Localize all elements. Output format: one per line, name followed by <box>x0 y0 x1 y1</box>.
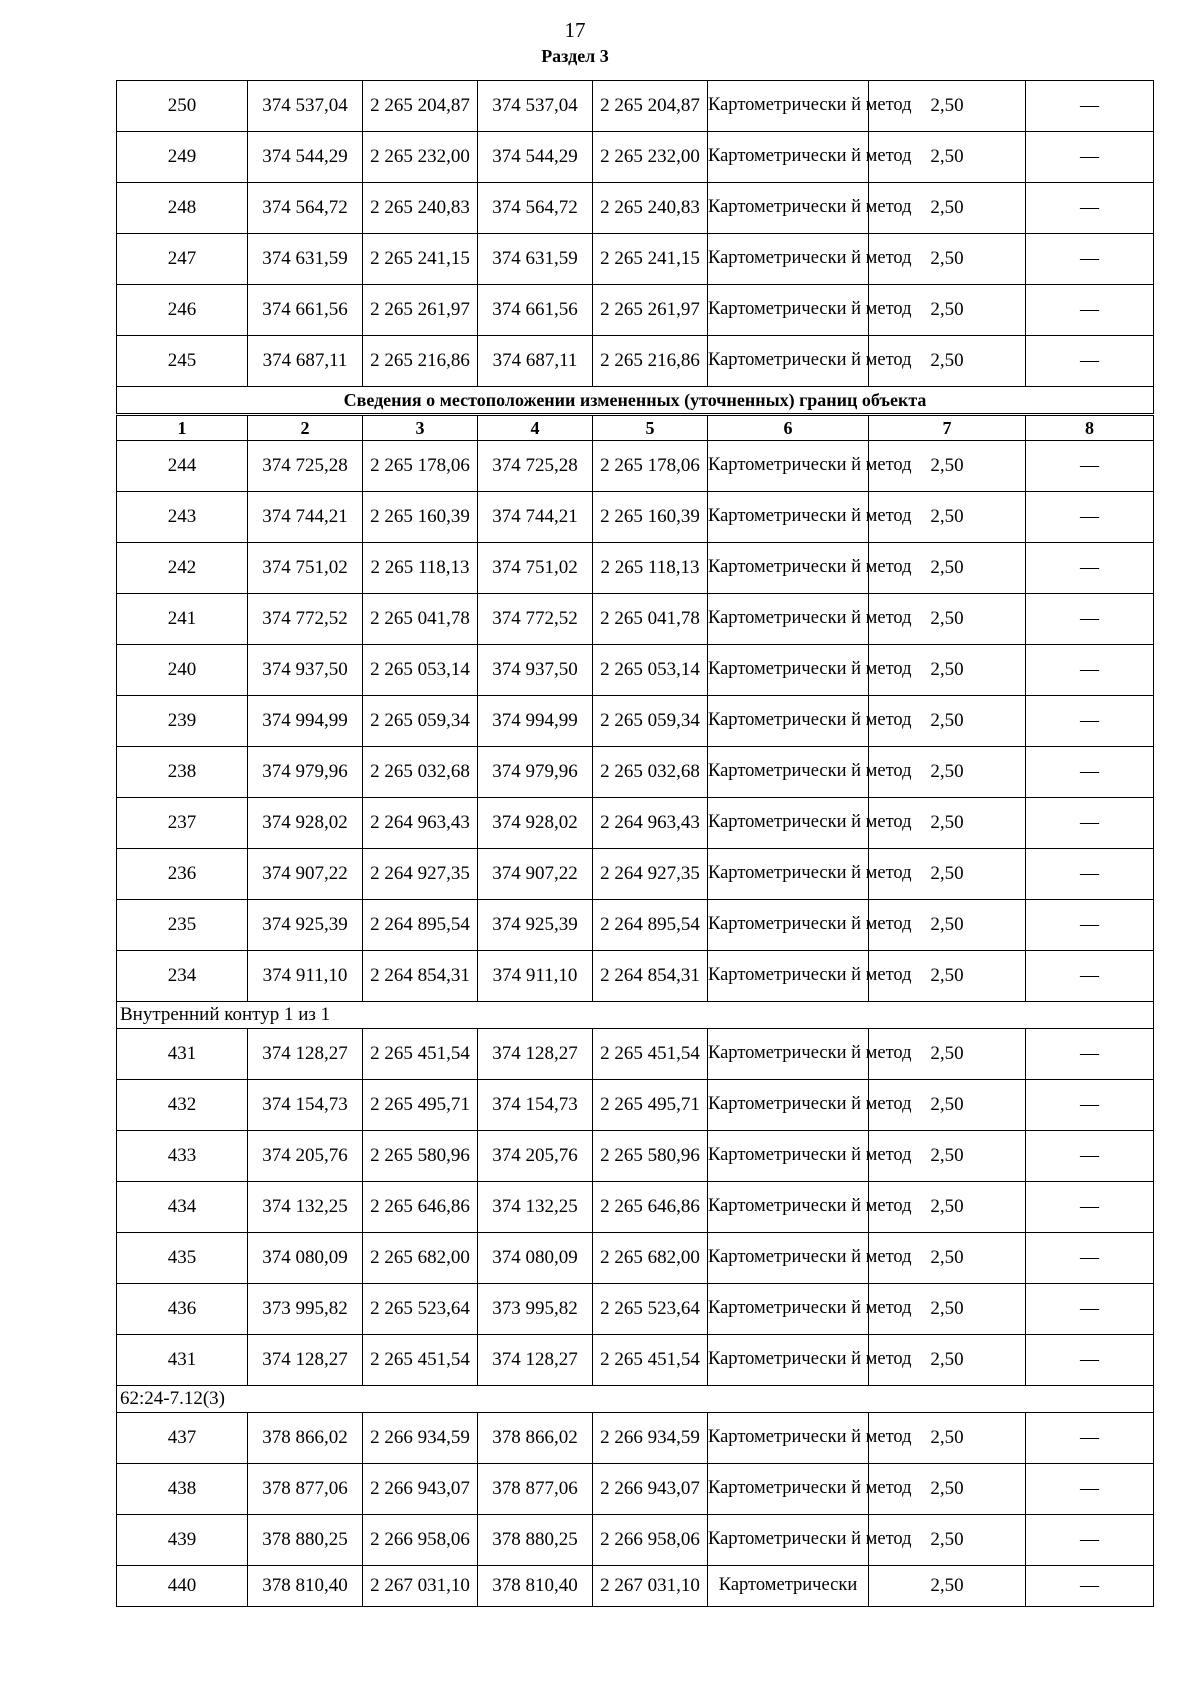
y-existing-cell: 2 266 943,07 <box>363 1464 478 1515</box>
y-existing-cell: 2 265 204,87 <box>363 81 478 132</box>
point-number-cell: 236 <box>117 849 248 900</box>
table-row <box>117 1131 1154 1182</box>
y-refined-cell: 2 265 178,06 <box>593 441 708 492</box>
description-cell: — <box>1026 747 1154 798</box>
y-existing-cell: 2 267 031,10 <box>363 1566 478 1607</box>
y-refined-cell: 2 265 523,64 <box>593 1284 708 1335</box>
point-number-cell: 234 <box>117 951 248 1002</box>
x-existing-cell: 374 128,27 <box>248 1335 363 1386</box>
x-refined-cell: 374 937,50 <box>478 645 593 696</box>
x-existing-cell: 374 772,52 <box>248 594 363 645</box>
y-refined-cell: 2 265 451,54 <box>593 1029 708 1080</box>
point-number-cell: 235 <box>117 900 248 951</box>
description-cell: — <box>1026 492 1154 543</box>
method-cell: Картометрически й метод <box>708 798 869 849</box>
column-number: 6 <box>708 415 869 441</box>
point-number-cell: 434 <box>117 1182 248 1233</box>
accuracy-cell: 2,50 <box>869 1284 1026 1335</box>
x-existing-cell: 373 995,82 <box>248 1284 363 1335</box>
accuracy-cell: 2,50 <box>869 1413 1026 1464</box>
column-number: 3 <box>363 415 478 441</box>
y-existing-cell: 2 264 963,43 <box>363 798 478 849</box>
point-number-cell: 245 <box>117 336 248 387</box>
x-existing-cell: 374 080,09 <box>248 1233 363 1284</box>
x-refined-cell: 374 537,04 <box>478 81 593 132</box>
y-refined-cell: 2 265 204,87 <box>593 81 708 132</box>
x-refined-cell: 373 995,82 <box>478 1284 593 1335</box>
accuracy-cell: 2,50 <box>869 1233 1026 1284</box>
method-cell: Картометрически й метод <box>708 492 869 543</box>
y-refined-cell: 2 265 580,96 <box>593 1131 708 1182</box>
accuracy-cell: 2,50 <box>869 441 1026 492</box>
method-cell: Картометрически й метод <box>708 645 869 696</box>
page-number: 17 <box>564 18 586 42</box>
y-refined-cell: 2 265 216,86 <box>593 336 708 387</box>
y-existing-cell: 2 265 451,54 <box>363 1335 478 1386</box>
table-row <box>117 441 1154 492</box>
method-cell: Картометрически й метод <box>708 441 869 492</box>
x-existing-cell: 374 911,10 <box>248 951 363 1002</box>
x-existing-cell: 374 537,04 <box>248 81 363 132</box>
y-refined-cell: 2 265 059,34 <box>593 696 708 747</box>
column-number: 1 <box>117 415 248 441</box>
table-row <box>117 183 1154 234</box>
y-existing-cell: 2 265 041,78 <box>363 594 478 645</box>
method-cell: Картометрически <box>708 1566 869 1607</box>
description-cell: — <box>1026 1233 1154 1284</box>
x-refined-cell: 374 661,56 <box>478 285 593 336</box>
point-number-cell: 244 <box>117 441 248 492</box>
x-refined-cell: 378 866,02 <box>478 1413 593 1464</box>
point-number-cell: 240 <box>117 645 248 696</box>
y-refined-cell: 2 265 032,68 <box>593 747 708 798</box>
point-number-cell: 242 <box>117 543 248 594</box>
section-title: Раздел 3 <box>541 46 609 66</box>
column-number: 4 <box>478 415 593 441</box>
y-refined-cell: 2 266 934,59 <box>593 1413 708 1464</box>
point-number-cell: 435 <box>117 1233 248 1284</box>
y-refined-cell: 2 265 118,13 <box>593 543 708 594</box>
x-existing-cell: 374 937,50 <box>248 645 363 696</box>
y-existing-cell: 2 265 682,00 <box>363 1233 478 1284</box>
method-cell: Картометрически й метод <box>708 1464 869 1515</box>
y-existing-cell: 2 266 958,06 <box>363 1515 478 1566</box>
accuracy-cell: 2,50 <box>869 234 1026 285</box>
description-cell: — <box>1026 594 1154 645</box>
accuracy-cell: 2,50 <box>869 900 1026 951</box>
method-cell: Картометрически й метод <box>708 1182 869 1233</box>
y-refined-cell: 2 266 958,06 <box>593 1515 708 1566</box>
x-refined-cell: 378 810,40 <box>478 1566 593 1607</box>
y-refined-cell: 2 265 451,54 <box>593 1335 708 1386</box>
point-number-cell: 238 <box>117 747 248 798</box>
x-existing-cell: 374 154,73 <box>248 1080 363 1131</box>
table-row <box>117 81 1154 132</box>
table-row <box>117 336 1154 387</box>
table-row <box>117 492 1154 543</box>
accuracy-cell: 2,50 <box>869 1515 1026 1566</box>
point-number-cell: 438 <box>117 1464 248 1515</box>
accuracy-cell: 2,50 <box>869 594 1026 645</box>
x-existing-cell: 374 907,22 <box>248 849 363 900</box>
accuracy-cell: 2,50 <box>869 543 1026 594</box>
point-number-cell: 431 <box>117 1029 248 1080</box>
section-heading: Сведения о местоположении измененных (уточненных) границ объекта <box>117 387 1154 415</box>
parcel-label: 62:24-7.12(3) <box>117 1386 1154 1413</box>
accuracy-cell: 2,50 <box>869 1182 1026 1233</box>
table-row <box>117 1515 1154 1566</box>
point-number-cell: 248 <box>117 183 248 234</box>
y-existing-cell: 2 265 646,86 <box>363 1182 478 1233</box>
y-refined-cell: 2 265 646,86 <box>593 1182 708 1233</box>
method-cell: Картометрически й метод <box>708 1413 869 1464</box>
table-row <box>117 696 1154 747</box>
description-cell: — <box>1026 543 1154 594</box>
point-number-cell: 246 <box>117 285 248 336</box>
point-number-cell: 237 <box>117 798 248 849</box>
table-row <box>117 798 1154 849</box>
x-existing-cell: 374 744,21 <box>248 492 363 543</box>
y-refined-cell: 2 265 232,00 <box>593 132 708 183</box>
accuracy-cell: 2,50 <box>869 132 1026 183</box>
y-existing-cell: 2 265 523,64 <box>363 1284 478 1335</box>
y-refined-cell: 2 265 682,00 <box>593 1233 708 1284</box>
table-row <box>117 1182 1154 1233</box>
x-refined-cell: 374 744,21 <box>478 492 593 543</box>
description-cell: — <box>1026 1566 1154 1607</box>
x-existing-cell: 374 205,76 <box>248 1131 363 1182</box>
accuracy-cell: 2,50 <box>869 1029 1026 1080</box>
x-existing-cell: 374 687,11 <box>248 336 363 387</box>
accuracy-cell: 2,50 <box>869 849 1026 900</box>
description-cell: — <box>1026 81 1154 132</box>
method-cell: Картометрически й метод <box>708 1515 869 1566</box>
table-row <box>117 1335 1154 1386</box>
accuracy-cell: 2,50 <box>869 1335 1026 1386</box>
table-row <box>117 285 1154 336</box>
x-existing-cell: 374 979,96 <box>248 747 363 798</box>
accuracy-cell: 2,50 <box>869 696 1026 747</box>
y-existing-cell: 2 265 240,83 <box>363 183 478 234</box>
method-cell: Картометрически й метод <box>708 951 869 1002</box>
x-existing-cell: 374 631,59 <box>248 234 363 285</box>
description-cell: — <box>1026 1515 1154 1566</box>
y-refined-cell: 2 264 927,35 <box>593 849 708 900</box>
x-existing-cell: 374 928,02 <box>248 798 363 849</box>
accuracy-cell: 2,50 <box>869 285 1026 336</box>
x-refined-cell: 374 772,52 <box>478 594 593 645</box>
x-existing-cell: 378 810,40 <box>248 1566 363 1607</box>
accuracy-cell: 2,50 <box>869 1566 1026 1607</box>
table-row <box>117 849 1154 900</box>
method-cell: Картометрически й метод <box>708 900 869 951</box>
point-number-cell: 440 <box>117 1566 248 1607</box>
column-number: 2 <box>248 415 363 441</box>
table-row <box>117 1464 1154 1515</box>
section-heading-row <box>117 387 1154 415</box>
y-existing-cell: 2 266 934,59 <box>363 1413 478 1464</box>
x-refined-cell: 374 205,76 <box>478 1131 593 1182</box>
method-cell: Картометрически й метод <box>708 696 869 747</box>
y-refined-cell: 2 264 854,31 <box>593 951 708 1002</box>
x-refined-cell: 374 907,22 <box>478 849 593 900</box>
x-refined-cell: 374 928,02 <box>478 798 593 849</box>
x-refined-cell: 378 877,06 <box>478 1464 593 1515</box>
accuracy-cell: 2,50 <box>869 81 1026 132</box>
description-cell: — <box>1026 951 1154 1002</box>
x-refined-cell: 374 631,59 <box>478 234 593 285</box>
point-number-cell: 239 <box>117 696 248 747</box>
x-existing-cell: 374 128,27 <box>248 1029 363 1080</box>
table-row <box>117 1233 1154 1284</box>
y-refined-cell: 2 265 053,14 <box>593 645 708 696</box>
y-refined-cell: 2 265 041,78 <box>593 594 708 645</box>
point-number-cell: 241 <box>117 594 248 645</box>
table-row <box>117 594 1154 645</box>
description-cell: — <box>1026 183 1154 234</box>
y-existing-cell: 2 265 261,97 <box>363 285 478 336</box>
method-cell: Картометрически й метод <box>708 1029 869 1080</box>
description-cell: — <box>1026 132 1154 183</box>
x-existing-cell: 378 866,02 <box>248 1413 363 1464</box>
method-cell: Картометрически й метод <box>708 543 869 594</box>
x-existing-cell: 374 661,56 <box>248 285 363 336</box>
y-refined-cell: 2 265 261,97 <box>593 285 708 336</box>
y-existing-cell: 2 265 032,68 <box>363 747 478 798</box>
x-refined-cell: 374 128,27 <box>478 1029 593 1080</box>
coordinates-table <box>116 80 1154 1607</box>
point-number-cell: 249 <box>117 132 248 183</box>
y-existing-cell: 2 265 232,00 <box>363 132 478 183</box>
method-cell: Картометрически й метод <box>708 285 869 336</box>
description-cell: — <box>1026 336 1154 387</box>
method-cell: Картометрически й метод <box>708 1233 869 1284</box>
y-refined-cell: 2 265 495,71 <box>593 1080 708 1131</box>
point-number-cell: 437 <box>117 1413 248 1464</box>
y-existing-cell: 2 265 053,14 <box>363 645 478 696</box>
table-row <box>117 1029 1154 1080</box>
table-row <box>117 900 1154 951</box>
description-cell: — <box>1026 1080 1154 1131</box>
x-existing-cell: 374 564,72 <box>248 183 363 234</box>
method-cell: Картометрически й метод <box>708 594 869 645</box>
description-cell: — <box>1026 849 1154 900</box>
x-refined-cell: 374 725,28 <box>478 441 593 492</box>
parcel-label-row <box>117 1386 1154 1413</box>
accuracy-cell: 2,50 <box>869 183 1026 234</box>
accuracy-cell: 2,50 <box>869 951 1026 1002</box>
accuracy-cell: 2,50 <box>869 492 1026 543</box>
x-refined-cell: 374 154,73 <box>478 1080 593 1131</box>
y-existing-cell: 2 264 927,35 <box>363 849 478 900</box>
x-refined-cell: 374 687,11 <box>478 336 593 387</box>
y-refined-cell: 2 267 031,10 <box>593 1566 708 1607</box>
description-cell: — <box>1026 696 1154 747</box>
y-existing-cell: 2 265 580,96 <box>363 1131 478 1182</box>
column-number: 5 <box>593 415 708 441</box>
description-cell: — <box>1026 1335 1154 1386</box>
x-refined-cell: 374 979,96 <box>478 747 593 798</box>
y-refined-cell: 2 265 241,15 <box>593 234 708 285</box>
description-cell: — <box>1026 1131 1154 1182</box>
point-number-cell: 439 <box>117 1515 248 1566</box>
x-refined-cell: 378 880,25 <box>478 1515 593 1566</box>
inner-contour-label: Внутренний контур 1 из 1 <box>117 1002 1154 1029</box>
method-cell: Картометрически й метод <box>708 1080 869 1131</box>
point-number-cell: 436 <box>117 1284 248 1335</box>
accuracy-cell: 2,50 <box>869 1131 1026 1182</box>
method-cell: Картометрически й метод <box>708 849 869 900</box>
description-cell: — <box>1026 441 1154 492</box>
x-refined-cell: 374 080,09 <box>478 1233 593 1284</box>
y-refined-cell: 2 265 160,39 <box>593 492 708 543</box>
y-refined-cell: 2 264 895,54 <box>593 900 708 951</box>
method-cell: Картометрически й метод <box>708 1131 869 1182</box>
description-cell: — <box>1026 1284 1154 1335</box>
x-existing-cell: 378 880,25 <box>248 1515 363 1566</box>
column-number: 7 <box>869 415 1026 441</box>
method-cell: Картометрически й метод <box>708 132 869 183</box>
y-existing-cell: 2 265 160,39 <box>363 492 478 543</box>
description-cell: — <box>1026 234 1154 285</box>
table-row <box>117 1566 1154 1607</box>
x-existing-cell: 374 544,29 <box>248 132 363 183</box>
x-existing-cell: 374 725,28 <box>248 441 363 492</box>
accuracy-cell: 2,50 <box>869 798 1026 849</box>
method-cell: Картометрически й метод <box>708 234 869 285</box>
y-existing-cell: 2 265 178,06 <box>363 441 478 492</box>
method-cell: Картометрически й метод <box>708 1284 869 1335</box>
table-row <box>117 1284 1154 1335</box>
y-existing-cell: 2 265 241,15 <box>363 234 478 285</box>
point-number-cell: 243 <box>117 492 248 543</box>
method-cell: Картометрически й метод <box>708 747 869 798</box>
point-number-cell: 247 <box>117 234 248 285</box>
x-refined-cell: 374 544,29 <box>478 132 593 183</box>
accuracy-cell: 2,50 <box>869 645 1026 696</box>
description-cell: — <box>1026 798 1154 849</box>
table-row <box>117 1080 1154 1131</box>
method-cell: Картометрически й метод <box>708 336 869 387</box>
x-refined-cell: 374 128,27 <box>478 1335 593 1386</box>
point-number-cell: 432 <box>117 1080 248 1131</box>
point-number-cell: 433 <box>117 1131 248 1182</box>
x-existing-cell: 374 994,99 <box>248 696 363 747</box>
point-number-cell: 431 <box>117 1335 248 1386</box>
y-refined-cell: 2 266 943,07 <box>593 1464 708 1515</box>
accuracy-cell: 2,50 <box>869 1080 1026 1131</box>
y-existing-cell: 2 265 216,86 <box>363 336 478 387</box>
x-existing-cell: 374 132,25 <box>248 1182 363 1233</box>
inner-contour-label-row <box>117 1002 1154 1029</box>
description-cell: — <box>1026 1182 1154 1233</box>
description-cell: — <box>1026 645 1154 696</box>
accuracy-cell: 2,50 <box>869 1464 1026 1515</box>
table-row <box>117 132 1154 183</box>
table-row <box>117 234 1154 285</box>
table-row <box>117 543 1154 594</box>
description-cell: — <box>1026 900 1154 951</box>
y-refined-cell: 2 265 240,83 <box>593 183 708 234</box>
x-existing-cell: 378 877,06 <box>248 1464 363 1515</box>
accuracy-cell: 2,50 <box>869 747 1026 798</box>
y-existing-cell: 2 264 895,54 <box>363 900 478 951</box>
y-existing-cell: 2 265 118,13 <box>363 543 478 594</box>
description-cell: — <box>1026 1464 1154 1515</box>
y-existing-cell: 2 264 854,31 <box>363 951 478 1002</box>
y-existing-cell: 2 265 495,71 <box>363 1080 478 1131</box>
description-cell: — <box>1026 1029 1154 1080</box>
y-existing-cell: 2 265 451,54 <box>363 1029 478 1080</box>
description-cell: — <box>1026 285 1154 336</box>
y-existing-cell: 2 265 059,34 <box>363 696 478 747</box>
description-cell: — <box>1026 1413 1154 1464</box>
point-number-cell: 250 <box>117 81 248 132</box>
column-number-row <box>117 415 1154 441</box>
method-cell: Картометрически й метод <box>708 1335 869 1386</box>
table-row <box>117 1413 1154 1464</box>
x-existing-cell: 374 751,02 <box>248 543 363 594</box>
x-existing-cell: 374 925,39 <box>248 900 363 951</box>
x-refined-cell: 374 994,99 <box>478 696 593 747</box>
table-row <box>117 747 1154 798</box>
accuracy-cell: 2,50 <box>869 336 1026 387</box>
x-refined-cell: 374 751,02 <box>478 543 593 594</box>
x-refined-cell: 374 911,10 <box>478 951 593 1002</box>
y-refined-cell: 2 264 963,43 <box>593 798 708 849</box>
x-refined-cell: 374 132,25 <box>478 1182 593 1233</box>
method-cell: Картометрически й метод <box>708 81 869 132</box>
x-refined-cell: 374 925,39 <box>478 900 593 951</box>
table-row <box>117 645 1154 696</box>
column-number: 8 <box>1026 415 1154 441</box>
table-row <box>117 951 1154 1002</box>
x-refined-cell: 374 564,72 <box>478 183 593 234</box>
method-cell: Картометрически й метод <box>708 183 869 234</box>
